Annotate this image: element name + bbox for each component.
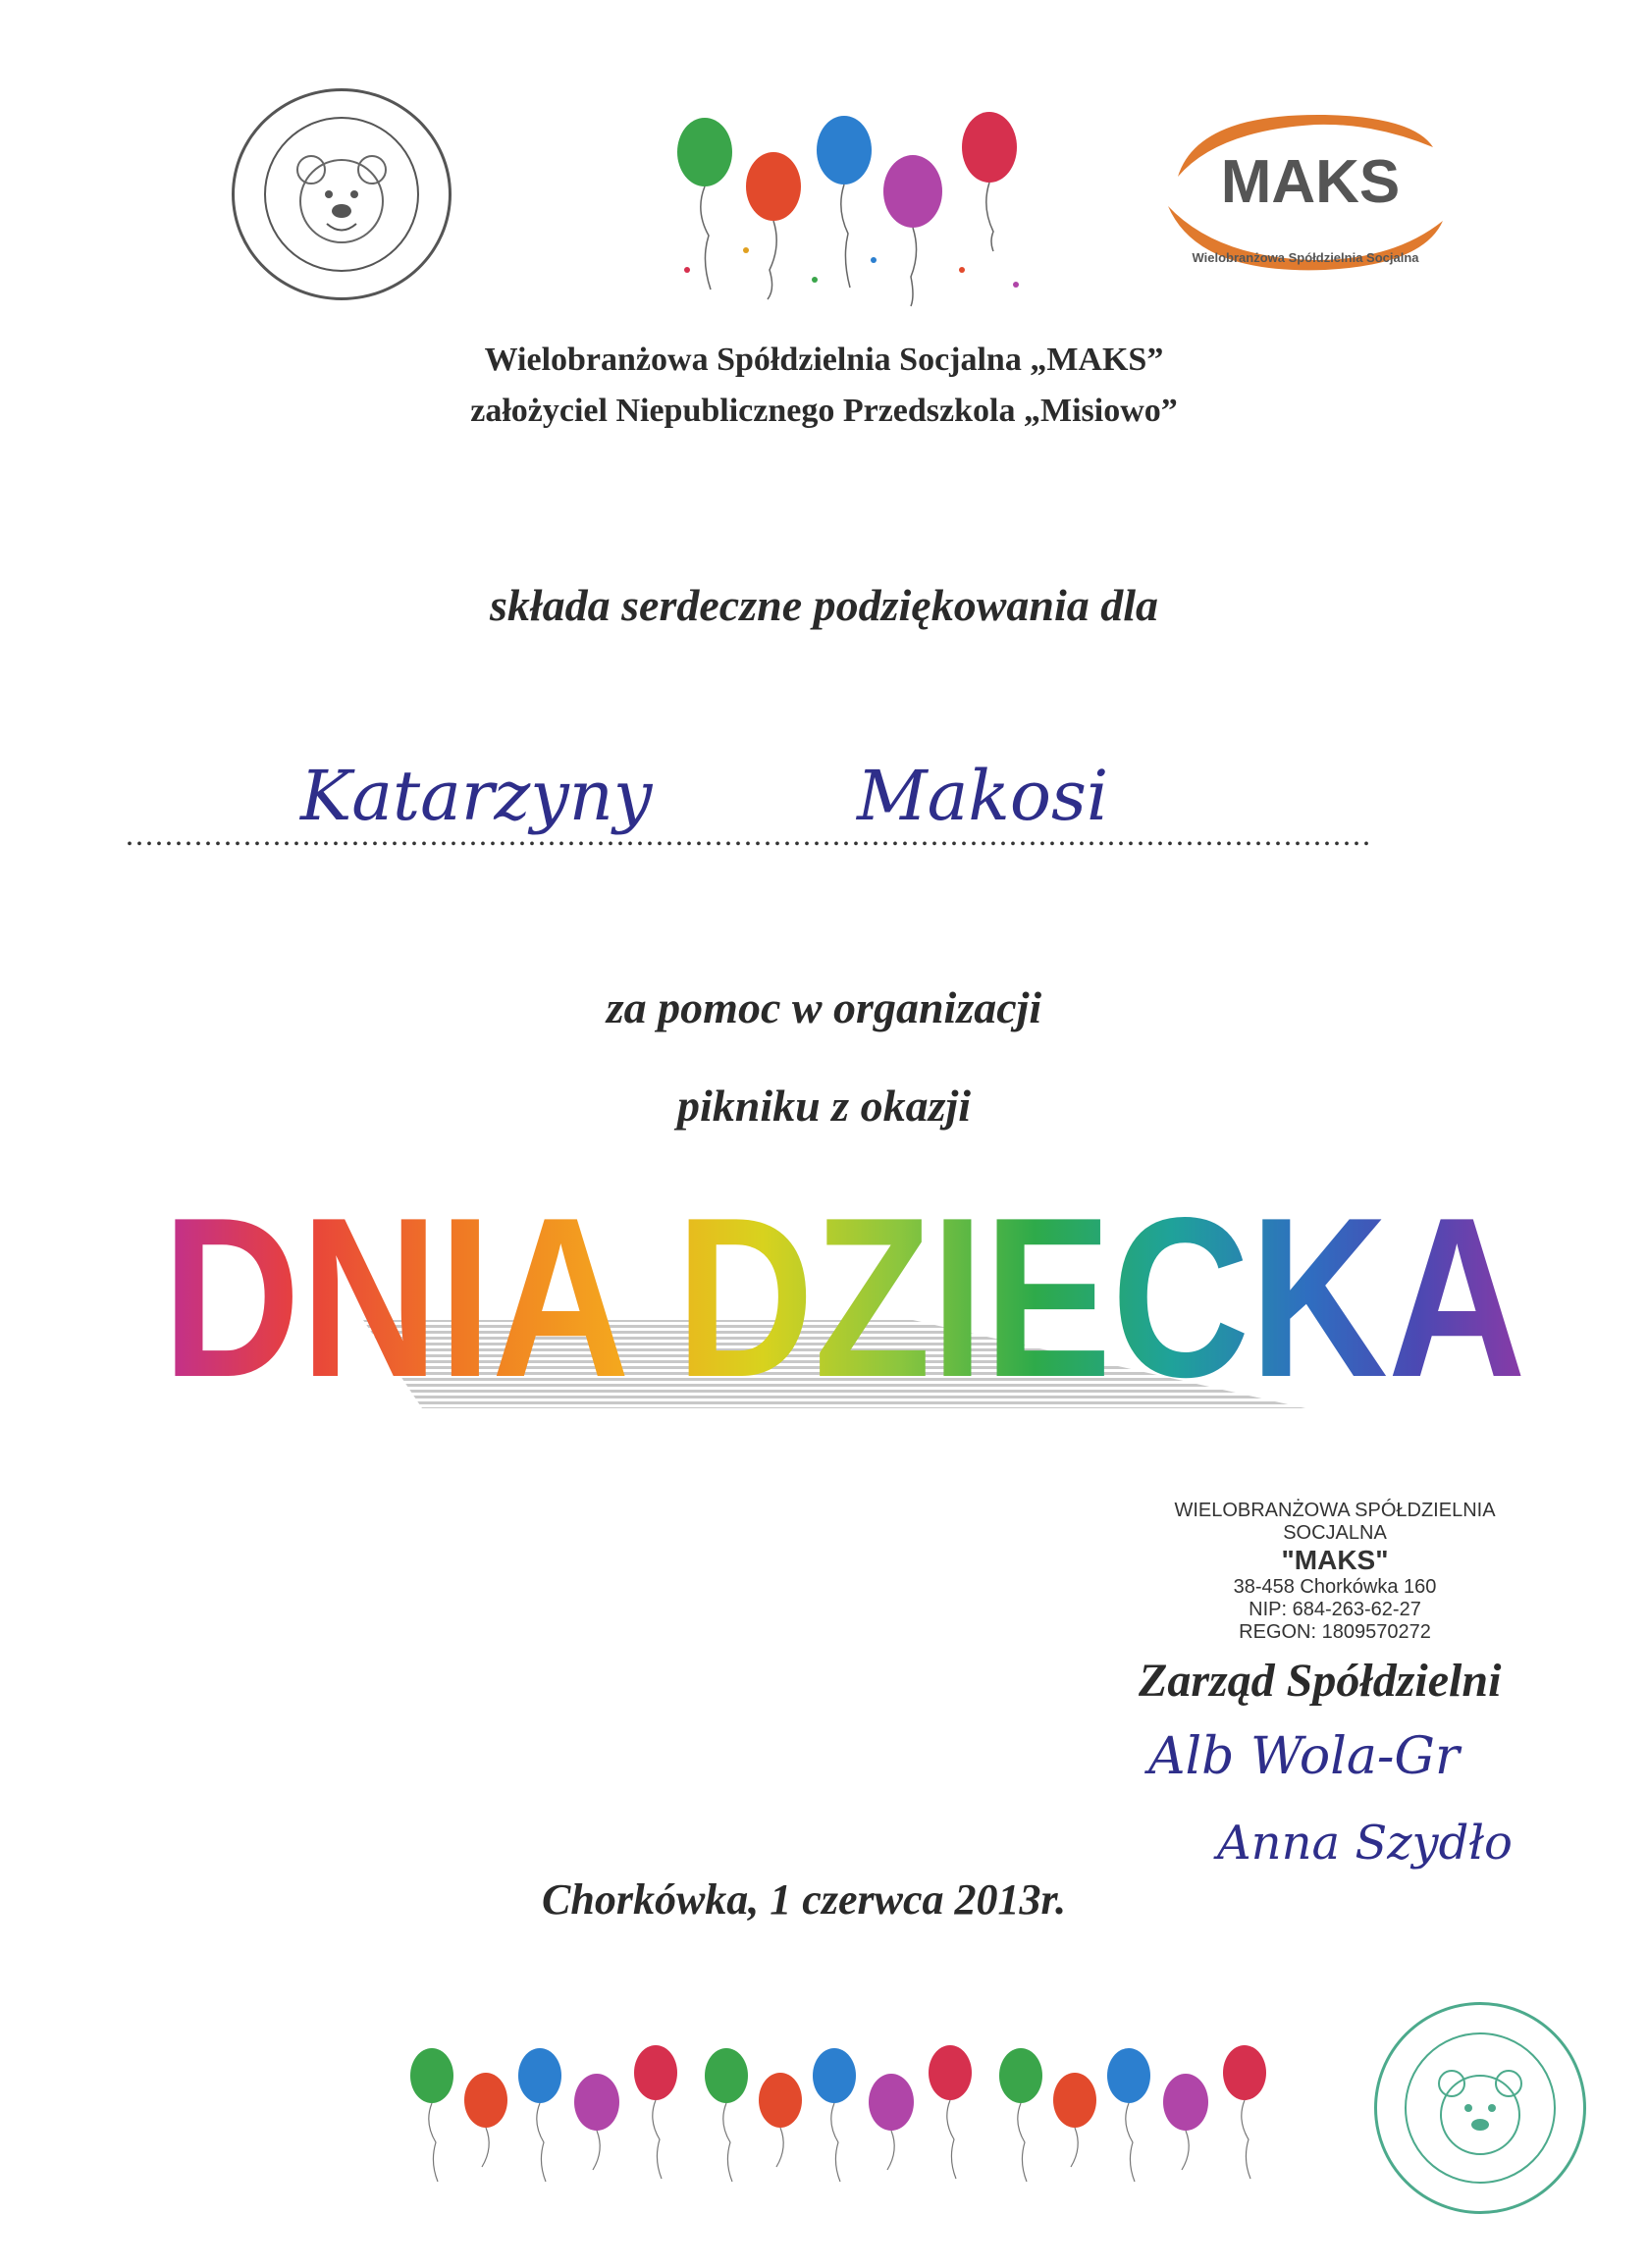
stamp-line-1: WIELOBRANŻOWA SPÓŁDZIELNIA SOCJALNA xyxy=(1174,1500,1496,1544)
reason-line-1: za pomoc w organizacji xyxy=(606,982,1042,1032)
misiowo-seal-top xyxy=(232,88,452,300)
balloons-bottom-icon xyxy=(402,2022,1286,2198)
stamp-line-5: REGON: 1809570272 xyxy=(1239,1621,1431,1643)
company-stamp xyxy=(1129,1500,1541,1644)
maks-brand-text: MAKS xyxy=(1220,148,1401,216)
signature-2: Anna Szydło xyxy=(1217,1816,1513,1871)
stamp-line-2: "MAKS" xyxy=(1281,1545,1389,1575)
bear-seal-green-icon xyxy=(1377,2005,1583,2211)
misiowo-seal-bottom xyxy=(1374,2002,1586,2214)
recipient-last-name: Makosi xyxy=(857,756,1109,836)
title-text: DNIA DZIECKA xyxy=(162,1171,1526,1425)
recipient-row xyxy=(126,756,1519,873)
board-title: Zarząd Spółdzielni xyxy=(1139,1655,1502,1707)
reason-line-2: pikniku z okazji xyxy=(676,1081,972,1131)
recipient-dots: ............................................................................................................................... xyxy=(126,817,1372,852)
stamp-line-4: NIP: 684-263-62-27 xyxy=(1249,1599,1421,1620)
header-line-1: Wielobranżowa Spółdzielnia Socjalna „MAKS” xyxy=(484,342,1164,378)
maks-logo xyxy=(1158,103,1453,280)
dnia-dziecka-title xyxy=(162,1148,1526,1425)
place-date: Chorkówka, 1 czerwca 2013r. xyxy=(542,1875,1067,1924)
balloons-top-icon xyxy=(667,103,1031,309)
maks-subtitle-text: Wielobranżowa Spółdzielnia Socjalna xyxy=(1192,250,1419,265)
header-line-2: założyciel Niepublicznego Przedszkola „Misiowo” xyxy=(470,393,1178,429)
bear-seal-icon xyxy=(235,91,449,297)
recipient-first-name: Katarzyny xyxy=(300,756,653,836)
signature-1: Alb Wola-Gr xyxy=(1148,1727,1460,1786)
stamp-line-3: 38-458 Chorkówka 160 xyxy=(1233,1576,1437,1598)
thanks-line: składa serdeczne podziękowania dla xyxy=(489,580,1159,630)
